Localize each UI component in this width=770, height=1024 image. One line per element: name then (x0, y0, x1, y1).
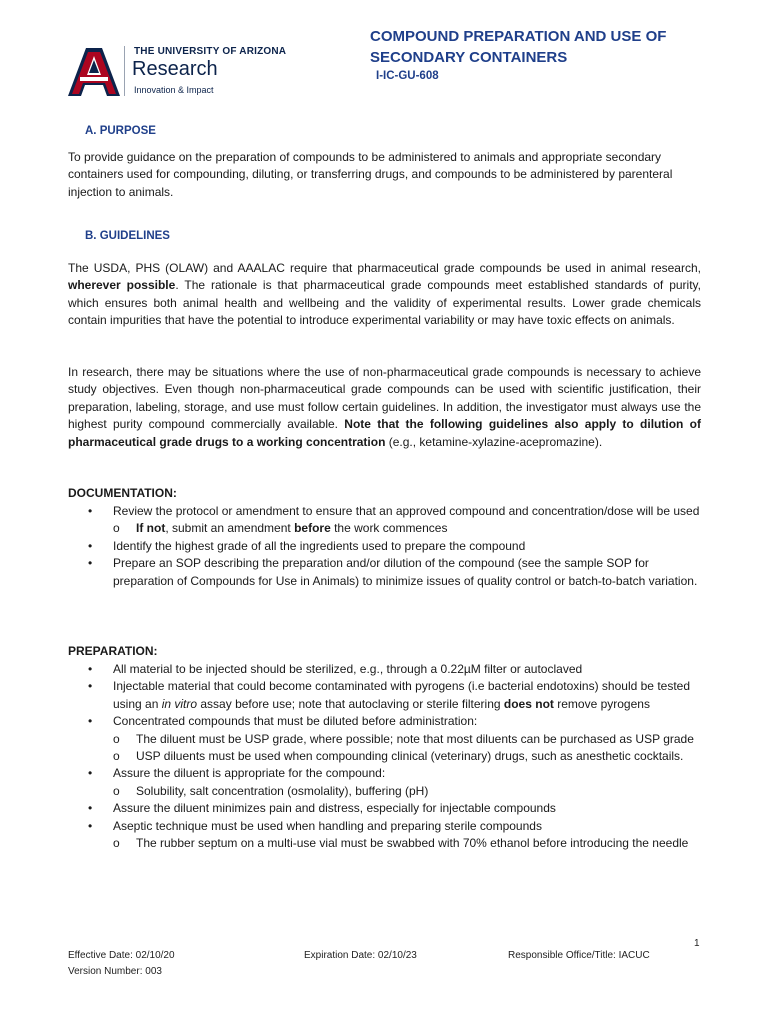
text-run: remove pyrogens (553, 696, 650, 711)
emphasis: wherever possible (68, 278, 176, 293)
list-item-text: Concentrated compounds that must be diluted before administration: (113, 714, 478, 729)
list-item-text: Prepare an SOP describing the preparation and/or dilution of the compound (see the sample SOP for preparation of Compounds for Use in Animals) to minimize issues of quality control or batch-to-batch variation. (113, 556, 698, 588)
sub-list-item (113, 748, 701, 765)
guidelines-heading: B. GUIDELINES (85, 230, 170, 242)
text-run: (e.g., ketamine-xylazine-acepromazine). (385, 434, 603, 449)
responsible-office: Responsible Office/Title: IACUC (508, 950, 650, 961)
text-run: The USDA, PHS (OLAW) and AAALAC require that pharmaceutical grade compounds be used in animal research, (68, 261, 701, 275)
bullet-icon: • (88, 662, 93, 676)
page-number: 1 (694, 938, 700, 949)
sub-list-item-text: USP diluents must be used when compounding clinical (veterinary) drugs, such as anesthetic cocktails. (136, 749, 684, 764)
text-run: Injectable material that could become contaminated with pyrogens (i.e bacterial endotoxins) should be tested using an (113, 679, 691, 711)
purpose-heading: A. PURPOSE (85, 125, 156, 137)
guidelines-paragraph-1 (68, 260, 701, 330)
emphasis: Note that the following guidelines also apply to dilution of pharmaceutical grade drugs to a working concentration (68, 417, 701, 449)
list-item (68, 713, 701, 765)
sub-list (113, 783, 701, 800)
sub-list-item (113, 520, 701, 537)
university-logo (66, 44, 287, 100)
sub-list-item-text: The diluent must be USP grade, where possible; note that most diluents can be purchased as USP grade (136, 731, 694, 746)
bullet-icon: • (88, 714, 93, 729)
list-item (68, 661, 701, 678)
sub-list-item (113, 835, 701, 852)
emphasis: does not (503, 696, 554, 711)
list-item (68, 818, 701, 853)
logo-tagline: Innovation & Impact (134, 85, 214, 95)
list-item-text: Assure the diluent is appropriate for the compound: (113, 766, 386, 781)
sub-list-item-text: The rubber septum on a multi-use vial must be swabbed with 70% ethanol before introducing the needle (136, 836, 689, 851)
list-item-text: Review the protocol or amendment to ensure that an approved compound and concentration/dose will be used (113, 504, 700, 518)
sub-bullet-icon: o (113, 749, 120, 764)
text-run: assay before use; note that autoclaving or sterile filtering (197, 696, 504, 711)
emphasis: If not (136, 521, 166, 536)
sub-bullet-icon: o (113, 783, 120, 798)
document-id: I-IC-GU-608 (376, 70, 439, 82)
list-item (68, 555, 701, 590)
list-item (68, 678, 701, 713)
sub-list (113, 520, 701, 537)
bullet-icon: • (88, 801, 93, 816)
bullet-icon: • (88, 679, 93, 694)
list-item-text: Assure the diluent minimizes pain and distress, especially for injectable compounds (113, 801, 556, 816)
text-run: . The rationale is that pharmaceutical grade compounds meet established standards of purity, which ensures both animal health and wellbeing and the validity of experimental results. Lower grade chemicals contain impurities that have the potential to introduce experimental variability or may have toxic effects on animals. (68, 278, 701, 328)
list-item-text: Identify the highest grade of all the ingredients used to prepare the compound (113, 538, 526, 553)
emphasis: before (294, 521, 331, 536)
logo-unit-name: Research (132, 58, 218, 80)
document-title: COMPOUND PREPARATION AND USE OF SECONDARY CONTAINERS (370, 28, 667, 66)
list-item (68, 538, 701, 555)
bullet-icon: • (88, 818, 93, 833)
text-run: , submit an amendment (165, 521, 295, 536)
bullet-icon: • (88, 766, 93, 781)
logo-divider (124, 46, 125, 96)
logo-university-name: THE UNIVERSITY OF ARIZONA (134, 46, 287, 57)
sub-bullet-icon: o (113, 731, 120, 746)
bullet-icon: • (88, 538, 93, 553)
version-number: Version Number: 003 (68, 966, 162, 977)
bullet-icon: • (88, 556, 93, 571)
sub-list-item (113, 783, 701, 800)
italic-text: in vitro (161, 696, 198, 711)
expiration-date: Expiration Date: 02/10/23 (304, 950, 417, 961)
effective-date: Effective Date: 02/10/20 (68, 950, 175, 961)
list-item-text: Aseptic technique must be used when handling and preparing sterile compounds (113, 818, 542, 833)
text-run: In research, there may be situations where the use of non-pharmaceutical grade compounds is necessary to achieve study objectives. Even though non-pharmaceutical grade compounds can be used with scientific justification, their preparation, labeling, storage, and use must follow certain guidelines. In addition, the investigator must always use the highest purity compound commercially available. (68, 365, 701, 432)
guidelines-paragraph-2 (68, 364, 701, 451)
sub-list (113, 731, 701, 766)
list-item (68, 503, 701, 538)
sub-bullet-icon: o (113, 836, 120, 851)
arizona-a-logo-icon (66, 44, 122, 100)
sub-bullet-icon: o (113, 521, 120, 536)
documentation-heading: DOCUMENTATION: (68, 486, 177, 500)
list-item-text: All material to be injected should be sterilized, e.g., through a 0.22µM filter or autoclaved (113, 662, 583, 676)
preparation-list (68, 661, 701, 852)
sub-list (113, 835, 701, 852)
purpose-text: To provide guidance on the preparation of compounds to be administered to animals and appropriate secondary containers used for compounding, diluting, or transferring drugs, and compounds to be administered by parenteral injection to animals. (68, 150, 673, 199)
list-item (68, 800, 701, 817)
sub-list-item (113, 731, 701, 748)
text-run: the work commences (330, 521, 448, 536)
documentation-list (68, 503, 701, 590)
list-item (68, 765, 701, 800)
sub-list-item-text: Solubility, salt concentration (osmolality), buffering (pH) (136, 783, 429, 798)
bullet-icon: • (88, 504, 93, 518)
preparation-heading: PREPARATION: (68, 644, 158, 658)
